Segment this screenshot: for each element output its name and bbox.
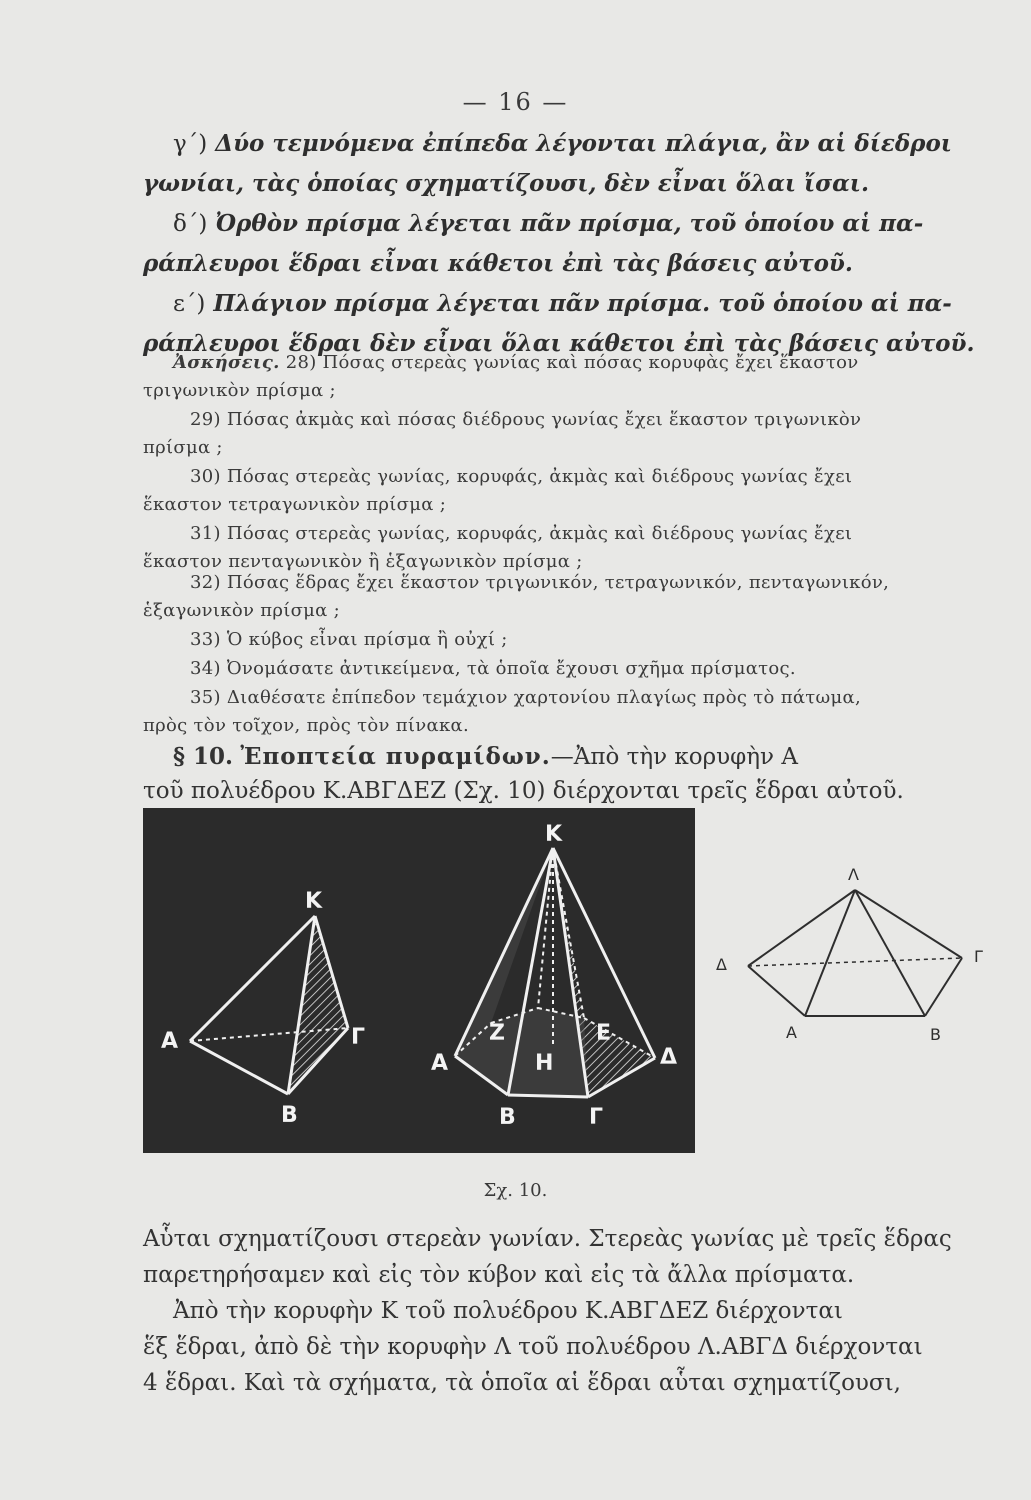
- definition-line: γωνίαι, τὰς ὁποίας σχηματίζουσι, δὲν εἶναι ὅλαι ἴσαι.: [143, 170, 869, 197]
- label-K-hex: Κ: [545, 822, 563, 847]
- definition-line: [173, 210, 923, 237]
- page-number: — 16 —: [462, 88, 569, 116]
- paragraph-line: παρετηρήσαμεν καὶ εἰς τὸν κύβον καὶ εἰς τὰ ἄλλα πρίσματα.: [143, 1262, 855, 1288]
- face-shading: [455, 848, 588, 1097]
- exercise-line: 31) Πόσας στερεὰς γωνίας, κορυφάς, ἀκμὰς καὶ διέδρους γωνίας ἔχει: [190, 523, 853, 544]
- edge: [855, 890, 925, 1016]
- figure-caption: Σχ. 10.: [483, 1180, 548, 1201]
- definition-text: Δύο τεμνόμενα ἐπίπεδα λέγονται πλάγια, ἂν αἱ δίεδροι: [215, 130, 952, 157]
- hexagonal-pyramid: [455, 848, 655, 1097]
- label-A-sq: Α: [786, 1023, 797, 1042]
- square-pyramid-drawing: [712, 838, 1002, 1138]
- label-B-sq: Β: [930, 1025, 941, 1044]
- label-A-tri: Α: [161, 1029, 179, 1054]
- label-B-tri: Β: [281, 1103, 298, 1128]
- exercise-line: 34) Ὀνομάσατε ἀντικείμενα, τὰ ὁποῖα ἔχουσι σχῆμα πρίσματος.: [190, 658, 796, 679]
- exercise-line: πρὸς τὸν τοῖχον, πρὸς τὸν πίνακα.: [143, 715, 470, 736]
- exercises-heading: Ἀσκήσεις.: [173, 352, 280, 373]
- definition-label: γ΄): [173, 131, 208, 157]
- definition-line: [173, 130, 952, 157]
- definition-text: Ὀρθὸν πρίσμα λέγεται πᾶν πρίσμα, τοῦ ὁποίου αἱ πα-: [215, 210, 924, 237]
- label-G-sq: Γ: [974, 947, 983, 966]
- pyramids-drawing: [143, 808, 695, 1153]
- section-heading: [173, 743, 798, 770]
- exercise-text: 28) Πόσας στερεὰς γωνίας καὶ πόσας κορυφὰς ἔχει ἕκαστον: [285, 352, 859, 373]
- exercise-line: 33) Ὁ κύβος εἶναι πρίσμα ἢ οὐχί ;: [190, 629, 508, 650]
- exercise-line: πρίσμα ;: [143, 437, 223, 458]
- paragraph-line: ἕξ ἕδραι, ἀπὸ δὲ τὴν κορυφὴν Λ τοῦ πολυέδρου Λ.ΑΒΓΔ διέρχονται: [143, 1334, 923, 1360]
- paragraph-line: Ἀπὸ τὴν κορυφὴν Κ τοῦ πολυέδρου Κ.ΑΒΓΔΕΖ διέρχονται: [173, 1298, 843, 1324]
- definition-label: ε΄): [173, 291, 206, 317]
- definition-text: Πλάγιον πρίσμα λέγεται πᾶν πρίσμα. τοῦ ὁποίου αἱ πα-: [213, 290, 952, 317]
- exercise-line: 29) Πόσας ἀκμὰς καὶ πόσας διέδρους γωνίας ἔχει ἕκαστον τριγωνικὸν: [190, 409, 862, 430]
- edge: [748, 966, 805, 1016]
- label-G-tri: Γ: [351, 1025, 366, 1050]
- label-B-hex: Β: [499, 1105, 516, 1130]
- section-text: —Ἀπὸ τὴν κορυφὴν Α: [550, 744, 798, 770]
- section-text-line: τοῦ πολυέδρου Κ.ΑΒΓΔΕΖ (Σχ. 10) διέρχονται τρεῖς ἕδραι αὐτοῦ.: [143, 778, 904, 804]
- label-D-hex: Δ: [660, 1045, 678, 1070]
- exercise-line: 35) Διαθέσατε ἐπίπεδον τεμάχιον χαρτονίου πλαγίως πρὸς τὸ πάτωμα,: [190, 687, 862, 708]
- label-Z-hex: Ζ: [489, 1021, 505, 1046]
- exercise-line: ἕκαστον τετραγωνικὸν πρίσμα ;: [143, 494, 447, 515]
- exercise-line: 30) Πόσας στερεὰς γωνίας, κορυφάς, ἀκμὰς καὶ διέδρους γωνίας ἔχει: [190, 466, 853, 487]
- label-E-hex: Ε: [596, 1021, 612, 1046]
- exercise-line: τριγωνικὸν πρίσμα ;: [143, 380, 336, 401]
- exercise-line: ἕκαστον πενταγωνικὸν ἢ ἑξαγωνικὸν πρίσμα ;: [143, 551, 583, 572]
- hidden-edge: [748, 958, 962, 966]
- section-title: Ἐποπτεία πυραμίδων.: [240, 743, 551, 770]
- label-K-tri: Κ: [305, 889, 323, 914]
- definition-line: ράπλευροι ἕδραι εἶναι κάθετοι ἐπὶ τὰς βάσεις αὐτοῦ.: [143, 250, 853, 277]
- edge: [190, 916, 315, 1041]
- edge: [190, 1041, 288, 1094]
- label-A-hex: Α: [431, 1051, 449, 1076]
- exercise-line: ἑξαγωνικὸν πρίσμα ;: [143, 600, 341, 621]
- triangular-pyramid: [190, 916, 348, 1094]
- edge: [855, 890, 962, 958]
- figure-pyramids-photo: [143, 808, 695, 1153]
- figure-square-pyramid: [712, 838, 1002, 1138]
- hatched-face: [288, 916, 348, 1094]
- definition-line: ράπλευροι ἕδραι δὲν εἶναι ὅλαι κάθετοι ἐπὶ τὰς βάσεις αὐτοῦ.: [143, 330, 975, 357]
- paragraph-line: Αὗται σχηματίζουσι στερεὰν γωνίαν. Στερεὰς γωνίας μὲ τρεῖς ἕδρας: [143, 1226, 952, 1252]
- label-G-hex: Γ: [589, 1105, 604, 1130]
- exercise-line: 32) Πόσας ἕδρας ἔχει ἕκαστον τριγωνικόν, τετραγωνικόν, πενταγωνικόν,: [190, 572, 890, 593]
- definition-label: δ΄): [173, 211, 208, 237]
- label-H-hex: Η: [535, 1051, 554, 1076]
- paragraph-line: 4 ἕδραι. Καὶ τὰ σχήματα, τὰ ὁποῖα αἱ ἕδραι αὗται σχηματίζουσι,: [143, 1370, 901, 1396]
- section-number: § 10.: [173, 743, 234, 770]
- definition-line: [173, 290, 952, 317]
- edge: [925, 958, 962, 1016]
- edge: [508, 1095, 588, 1097]
- exercise-line: [173, 352, 859, 373]
- label-L: Λ: [848, 865, 859, 884]
- label-D-sq: Δ: [716, 955, 727, 974]
